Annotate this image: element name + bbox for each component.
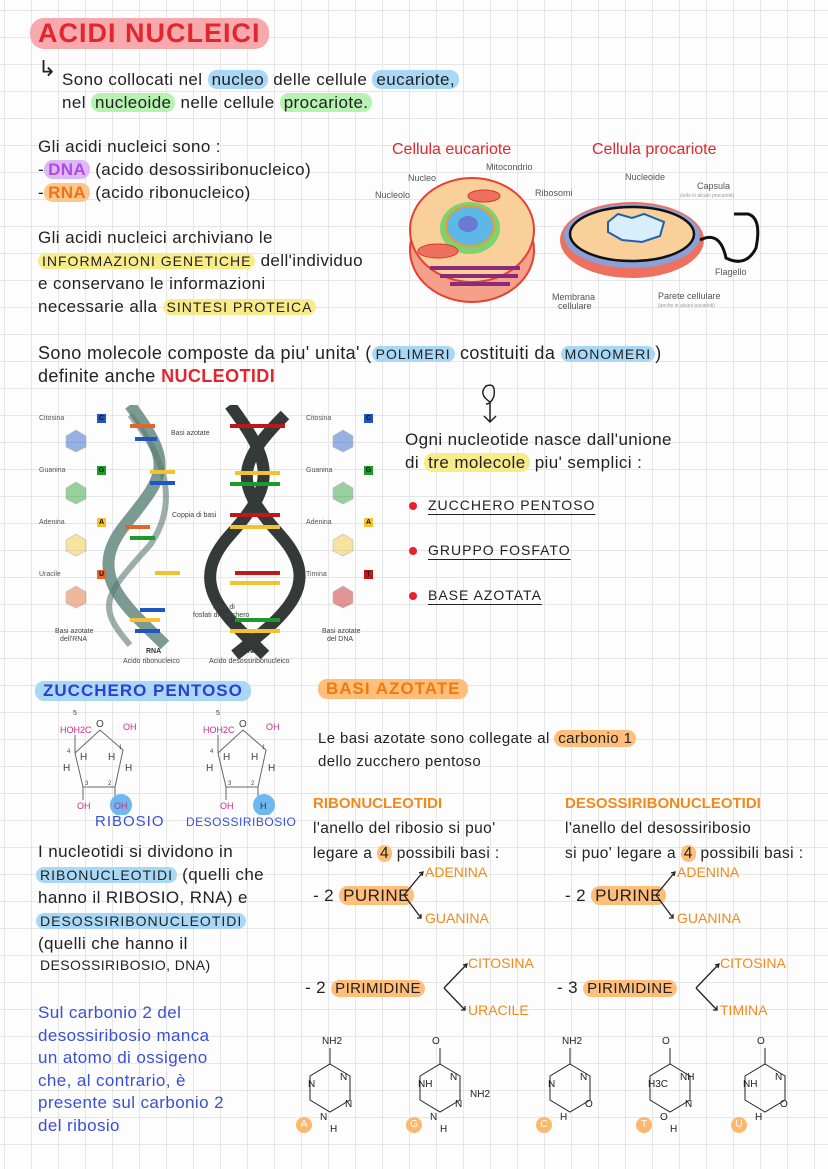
atom-label: H bbox=[223, 752, 231, 763]
pyrimidine-1: CITOSINA bbox=[720, 955, 786, 971]
atom-label: H bbox=[670, 1124, 678, 1135]
pyrimidine-label: PIRIMIDINE bbox=[331, 980, 425, 997]
label-coppia: Coppia di basi bbox=[172, 512, 217, 519]
archive-line-4 bbox=[38, 297, 316, 317]
highlight-ribonucleotidi: RIBONUCLEOTIDI bbox=[36, 867, 177, 883]
purine-1: ADENINA bbox=[425, 864, 488, 880]
atom-label: N bbox=[340, 1072, 348, 1083]
atom-label: H3C bbox=[648, 1079, 669, 1090]
highlight-informazioni: INFORMAZIONI GENETICHE bbox=[38, 253, 255, 269]
text: legare a bbox=[313, 845, 373, 862]
highlight-procariote: procariote. bbox=[280, 93, 373, 112]
atom-label: 1 bbox=[262, 745, 266, 751]
atom-label: 4 bbox=[210, 749, 214, 755]
atom-label: 5 bbox=[73, 710, 77, 717]
atom-label: O bbox=[96, 719, 104, 730]
label-rna-full: Acido ribonucleico bbox=[123, 658, 180, 665]
nucleotidi-label: NUCLEOTIDI bbox=[161, 366, 276, 386]
division-line-5: (quelli che hanno il bbox=[38, 934, 188, 953]
base-hexagon-icon bbox=[64, 585, 88, 609]
c2-substituent: H bbox=[260, 801, 267, 811]
text: Le basi azotate sono collegate al bbox=[318, 730, 550, 747]
dna-caption: Basi azotate bbox=[322, 628, 361, 635]
label-capsula-note: (solo in alcuni procarioti) bbox=[680, 193, 735, 199]
cell-diagram bbox=[370, 130, 828, 320]
atom-label: O bbox=[757, 1036, 765, 1047]
column-title: RIBONUCLEOTIDI bbox=[313, 795, 443, 812]
dna-caption-2: del DNA bbox=[327, 636, 354, 643]
label-parete: Parete cellulare bbox=[658, 291, 721, 301]
base-letter-badge: C bbox=[98, 415, 105, 422]
highlight-monomeri: MONOMERI bbox=[561, 346, 656, 362]
polymers-line-2 bbox=[38, 366, 275, 387]
molecule-structure bbox=[300, 1032, 390, 1137]
atom-label: OH bbox=[266, 722, 280, 732]
purine-2: GUANINA bbox=[425, 910, 489, 926]
base-hexagon-icon bbox=[331, 481, 355, 505]
atom-label: N bbox=[450, 1072, 458, 1083]
curly-arrow-icon bbox=[470, 382, 510, 427]
pyrimidine-row bbox=[557, 978, 677, 998]
note-line: che, al contrario, è bbox=[38, 1070, 186, 1090]
atom-label: NH bbox=[743, 1079, 758, 1090]
bullet-icon bbox=[409, 592, 417, 600]
note-line: Sul carbonio 2 del bbox=[38, 1003, 182, 1022]
atom-label: OH bbox=[220, 801, 234, 811]
atom-label: O bbox=[585, 1099, 593, 1110]
branch-arrow-icon bbox=[653, 868, 679, 922]
prokaryote-title: Cellula procariote bbox=[592, 141, 717, 158]
rna-caption-2: dell'RNA bbox=[60, 636, 88, 643]
label-nucleo: Nucleo bbox=[408, 173, 437, 183]
highlight-polimeri: POLIMERI bbox=[372, 346, 455, 362]
division-line-4 bbox=[36, 911, 246, 931]
archive-line-1: Gli acidi nucleici archiviano le bbox=[38, 228, 273, 247]
text: Sono collocati nel bbox=[62, 70, 203, 89]
atom-label: H bbox=[125, 763, 133, 774]
molecule-structure bbox=[640, 1032, 730, 1137]
base-letter-badge: G bbox=[365, 467, 372, 474]
molecule-structure bbox=[540, 1032, 630, 1137]
dash: - bbox=[38, 183, 45, 202]
highlight-tre-molecole: tre molecole bbox=[424, 453, 529, 472]
bullet-icon bbox=[409, 547, 417, 555]
arrow-icon: ↳ bbox=[38, 56, 57, 81]
atom-label: NH bbox=[418, 1079, 433, 1090]
pyrimidine-2: URACILE bbox=[468, 1002, 529, 1018]
atom-label: H bbox=[755, 1112, 763, 1123]
label-membrana: Membrana bbox=[552, 292, 596, 302]
pyrimidine-1: CITOSINA bbox=[468, 955, 534, 971]
base-letter-badge: T bbox=[636, 1117, 652, 1133]
sugar-structures bbox=[55, 705, 315, 815]
atom-label: O bbox=[432, 1036, 440, 1047]
base-name: Adenina bbox=[306, 519, 332, 526]
note-line: un atomo di ossigeno bbox=[38, 1048, 208, 1067]
bullet-icon bbox=[409, 502, 417, 510]
base-letter-badge: A bbox=[365, 519, 372, 526]
text: delle cellule bbox=[273, 70, 368, 89]
molecule-structure bbox=[735, 1032, 825, 1137]
desossiribosio-label: DESOSSIRIBOSIO bbox=[186, 815, 297, 829]
bases-line-1 bbox=[318, 730, 636, 747]
label-mitocondrio: Mitocondrio bbox=[486, 162, 533, 172]
atom-label: 5 bbox=[216, 710, 220, 717]
label-dna-full: Acido desossiribonucleico bbox=[209, 658, 290, 665]
text: si puo' legare a bbox=[565, 845, 677, 862]
text: di bbox=[405, 453, 420, 472]
label-fosfati: fosfati di zucchero bbox=[193, 612, 250, 619]
atom-label: NH2 bbox=[562, 1036, 583, 1047]
base-letter-badge: G bbox=[406, 1117, 422, 1133]
pyrimidine-row bbox=[305, 978, 425, 998]
text: nelle cellule bbox=[180, 93, 275, 112]
bases-heading: BASI AZOTATE bbox=[318, 679, 468, 699]
atom-label: NH2 bbox=[470, 1089, 491, 1100]
note-line: del ribosio bbox=[38, 1115, 120, 1135]
base-letter-badge: U bbox=[98, 571, 105, 578]
highlight-dna: DNA bbox=[44, 160, 90, 179]
purine-label: PURINE bbox=[591, 886, 666, 905]
division-line-2 bbox=[36, 865, 264, 885]
highlight-desossiribonucleotidi: DESOSSIRIBONUCLEOTIDI bbox=[36, 913, 246, 929]
division-line-3: hanno il RIBOSIO, RNA) e bbox=[38, 888, 248, 907]
text: costituiti da bbox=[459, 343, 556, 363]
component-fosfato: GRUPPO FOSFATO bbox=[428, 542, 571, 558]
atom-label: N bbox=[580, 1072, 588, 1083]
nucleotide-line-2 bbox=[405, 453, 642, 473]
note-line: presente sul carbonio 2 bbox=[38, 1093, 224, 1112]
base-name: Timina bbox=[306, 571, 327, 578]
atom-label: N bbox=[548, 1079, 556, 1090]
atom-label: 2 bbox=[251, 781, 255, 787]
purine-2: GUANINA bbox=[677, 910, 741, 926]
pyrimidine-label: PIRIMIDINE bbox=[583, 980, 677, 997]
atom-label: 3 bbox=[85, 781, 89, 787]
base-name: Citosina bbox=[306, 415, 332, 422]
sugar-heading: ZUCCHERO PENTOSO bbox=[35, 681, 251, 701]
branch-arrow-icon bbox=[693, 960, 723, 1014]
base-hexagon-icon bbox=[64, 481, 88, 505]
branch-arrow-icon bbox=[401, 868, 427, 922]
atom-label: H bbox=[206, 763, 214, 774]
oxygen-note bbox=[38, 1002, 224, 1137]
eukaryote-title: Cellula eucariote bbox=[392, 141, 512, 158]
atom-label: HOH2C bbox=[203, 725, 235, 735]
purine-1: ADENINA bbox=[677, 864, 740, 880]
atom-label: O bbox=[239, 719, 247, 730]
highlight-nucleoide: nucleoide bbox=[91, 93, 175, 112]
deoxyribose-structure bbox=[203, 710, 280, 815]
archive-line-3: e conservano le informazioni bbox=[38, 274, 266, 293]
dash: - bbox=[38, 160, 45, 179]
ribosio-label: RIBOSIO bbox=[95, 813, 165, 830]
type-dna bbox=[38, 160, 311, 180]
text: (quelli che bbox=[182, 865, 265, 884]
text: possibili basi : bbox=[700, 845, 804, 862]
atom-label: N bbox=[430, 1112, 438, 1123]
atom-label: H bbox=[330, 1124, 338, 1135]
highlight-count: 4 bbox=[681, 845, 696, 862]
eukaryote-cell bbox=[410, 178, 534, 302]
label-capsula: Capsula bbox=[697, 181, 731, 191]
text: definite anche bbox=[38, 366, 156, 386]
c2-substituent: OH bbox=[114, 801, 128, 811]
base-hexagon-icon bbox=[331, 429, 355, 453]
pyrimidine-2: TIMINA bbox=[720, 1002, 768, 1018]
component-zucchero: ZUCCHERO PENTOSO bbox=[428, 497, 596, 513]
types-heading: Gli acidi nucleici sono : bbox=[38, 137, 221, 156]
atom-label: N bbox=[320, 1112, 328, 1123]
atom-label: H bbox=[108, 752, 116, 763]
atom-label: O bbox=[662, 1036, 670, 1047]
label-flagello: Flagello bbox=[715, 267, 747, 277]
base-letter-badge: C bbox=[365, 415, 372, 422]
label-cellulare: cellulare bbox=[558, 301, 592, 311]
ribose-structure bbox=[60, 710, 137, 815]
component-base: BASE AZOTATA bbox=[428, 587, 542, 603]
label-dna: DNA bbox=[243, 648, 259, 655]
label-rna: RNA bbox=[146, 648, 162, 655]
base-name: Uracile bbox=[39, 571, 61, 578]
atom-label: N bbox=[455, 1099, 463, 1110]
nucleotide-line-1: Ogni nucleotide nasce dall'unione bbox=[405, 430, 672, 449]
base-name: Guanina bbox=[306, 467, 333, 474]
atom-label: 2 bbox=[108, 781, 112, 787]
polymers-line-1 bbox=[38, 343, 662, 364]
purine-label: PURINE bbox=[339, 886, 414, 905]
atom-label: OH bbox=[123, 722, 137, 732]
column-line-2 bbox=[313, 845, 500, 863]
atom-label: H bbox=[251, 752, 259, 763]
highlight-nucleo: nucleo bbox=[208, 70, 269, 89]
text: (acido desossiribonucleico) bbox=[95, 160, 312, 179]
branch-arrow-icon bbox=[441, 960, 471, 1014]
base-hexagon-icon bbox=[331, 585, 355, 609]
column-line-1: l'anello del ribosio si puo' bbox=[313, 820, 496, 837]
text: nel bbox=[62, 93, 86, 112]
label-ribosomi: Ribosomi bbox=[535, 188, 573, 198]
atom-label: O bbox=[780, 1099, 788, 1110]
base-letter-badge: T bbox=[364, 570, 373, 579]
intro-line-1 bbox=[62, 70, 459, 90]
count: - 3 bbox=[557, 978, 579, 997]
column-line-1: l'anello del desossiribosio bbox=[565, 820, 752, 837]
bases-line-2: dello zucchero pentoso bbox=[318, 753, 482, 770]
label-nucleolo: Nucleolo bbox=[375, 190, 411, 200]
atom-label: NH bbox=[680, 1072, 695, 1083]
text: Sono molecole composte da piu' unita' ( bbox=[38, 343, 372, 363]
text: (acido ribonucleico) bbox=[95, 183, 251, 202]
atom-label: 4 bbox=[67, 749, 71, 755]
column-title: DESOSSIRIBONUCLEOTIDI bbox=[565, 795, 761, 812]
atom-label: H bbox=[268, 763, 276, 774]
atom-label: NH2 bbox=[322, 1036, 343, 1047]
text: possibili basi : bbox=[396, 845, 500, 862]
atom-label: 1 bbox=[119, 745, 123, 751]
count: - 2 bbox=[305, 978, 327, 997]
atom-label: H bbox=[560, 1112, 568, 1123]
base-name: Citosina bbox=[39, 415, 65, 422]
atom-label: N bbox=[345, 1099, 353, 1110]
count: - 2 bbox=[313, 886, 335, 905]
atom-label: OH bbox=[77, 801, 91, 811]
highlight-eucariote: eucariote, bbox=[372, 70, 459, 89]
column-line-2 bbox=[565, 845, 803, 863]
atom-label: 3 bbox=[228, 781, 232, 787]
highlight-sintesi: SINTESI PROTEICA bbox=[163, 299, 317, 315]
label-elica: elica di bbox=[213, 604, 235, 611]
base-name: Guanina bbox=[39, 467, 66, 474]
text: ) bbox=[655, 343, 662, 363]
note-line: desossiribosio manca bbox=[38, 1025, 210, 1045]
text: necessarie alla bbox=[38, 297, 158, 316]
highlight-rna: RNA bbox=[44, 183, 90, 202]
atom-label: N bbox=[775, 1072, 783, 1083]
atom-label: HOH2C bbox=[60, 725, 92, 735]
intro-line-2 bbox=[62, 93, 372, 113]
purine-row bbox=[313, 886, 414, 906]
label-basi-azotate: Basi azotate bbox=[171, 430, 210, 437]
base-letter-badge: A bbox=[296, 1117, 312, 1133]
purine-row bbox=[565, 886, 666, 906]
atom-label: N bbox=[308, 1079, 316, 1090]
atom-label: H bbox=[440, 1124, 448, 1135]
base-letter-badge: U bbox=[731, 1117, 747, 1133]
rna-caption: Basi azotate bbox=[55, 628, 94, 635]
base-hexagon-icon bbox=[64, 533, 88, 557]
atom-label: O bbox=[660, 1112, 668, 1123]
division-line-6: DESOSSIRIBOSIO, DNA) bbox=[40, 957, 211, 973]
atom-label: H bbox=[80, 752, 88, 763]
base-letter-badge: A bbox=[98, 519, 105, 526]
division-line-1: I nucleotidi si dividono in bbox=[38, 842, 234, 861]
label-nucleoide: Nucleoide bbox=[625, 172, 666, 182]
helix-diagram bbox=[35, 405, 400, 670]
base-letter-badge: C bbox=[536, 1117, 552, 1133]
atom-label: N bbox=[685, 1099, 693, 1110]
type-rna bbox=[38, 183, 251, 203]
atom-label: H bbox=[63, 763, 71, 774]
page-title: ACIDI NUCLEICI bbox=[30, 18, 269, 49]
count: - 2 bbox=[565, 886, 587, 905]
base-hexagon-icon bbox=[331, 533, 355, 557]
molecule-structure bbox=[410, 1032, 500, 1137]
archive-line-2 bbox=[38, 251, 363, 271]
highlight-carbonio-1: carbonio 1 bbox=[554, 730, 636, 747]
base-name: Adenina bbox=[39, 519, 65, 526]
base-hexagon-icon bbox=[64, 429, 88, 453]
text: dell'individuo bbox=[260, 251, 363, 270]
text: piu' semplici : bbox=[534, 453, 643, 472]
base-letter-badge: G bbox=[98, 467, 105, 474]
label-parete-note: (anche in alcuni eucarioti) bbox=[658, 303, 715, 309]
highlight-count: 4 bbox=[377, 845, 392, 862]
